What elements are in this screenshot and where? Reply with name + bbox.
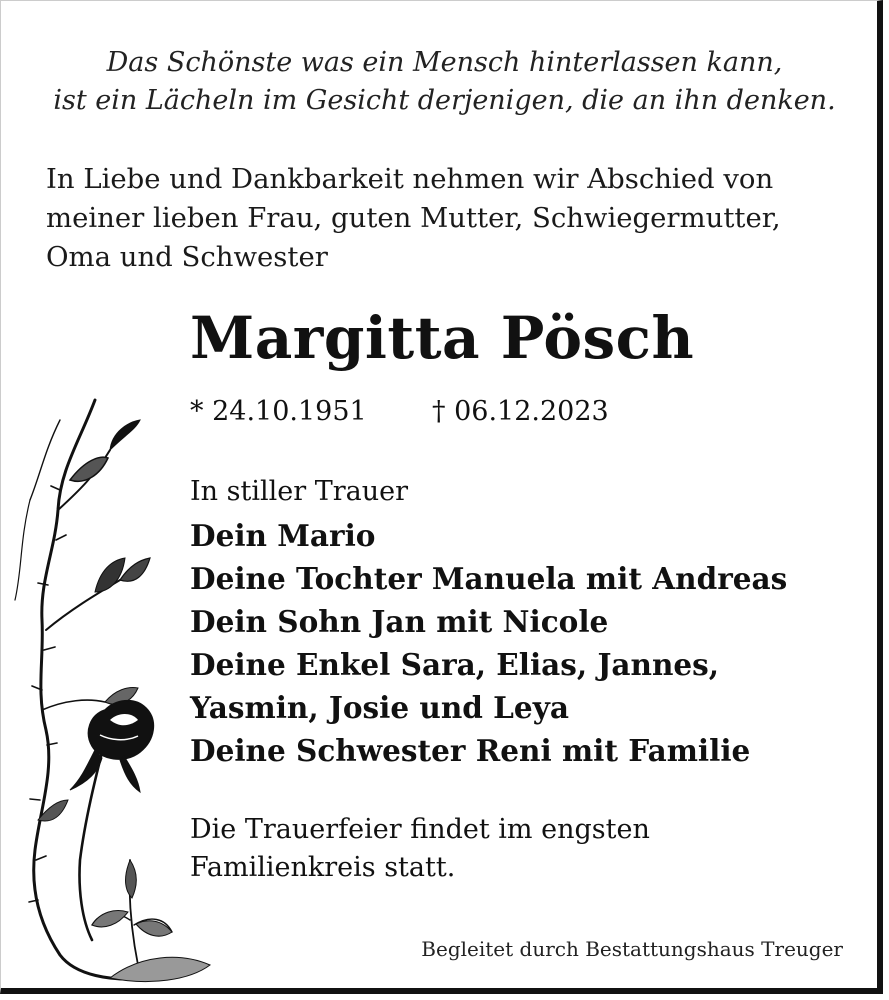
mourners-list: [190, 514, 787, 772]
service-line-2: Familienkreis statt.: [190, 852, 456, 883]
intro-line-2: meiner lieben Frau, guten Mutter, Schwiegermutter,: [46, 202, 781, 234]
funeral-home-credit: Begleitet durch Bestattungshaus Treuger: [421, 937, 843, 961]
death-date: † 06.12.2023: [432, 396, 609, 427]
intro-line-1: In Liebe und Dankbarkeit nehmen wir Abschied von: [46, 163, 774, 195]
deceased-name: Margitta Pösch: [190, 304, 695, 372]
mourner-line: Dein Mario: [190, 518, 376, 553]
mourner-line: Yasmin, Josie und Leya: [190, 690, 569, 725]
service-line-1: Die Trauerfeier findet im engsten: [190, 814, 650, 845]
mourner-line: Deine Schwester Reni mit Familie: [190, 733, 751, 768]
funeral-service-note: [190, 811, 650, 887]
mourner-line: Deine Tochter Manuela mit Andreas: [190, 561, 788, 596]
intro-text: [46, 160, 781, 277]
mourner-line: Dein Sohn Jan mit Nicole: [190, 604, 609, 639]
mourner-line: Deine Enkel Sara, Elias, Jannes,: [190, 647, 720, 682]
quote-line-2: ist ein Lächeln im Gesicht derjenigen, die an ihn denken.: [53, 85, 836, 116]
memorial-quote: [0, 44, 889, 120]
intro-line-3: Oma und Schwester: [46, 241, 328, 273]
mourners-heading: In stiller Trauer: [190, 476, 409, 507]
birth-date: * 24.10.1951: [190, 396, 367, 427]
quote-line-1: Das Schönste was ein Mensch hinterlassen kann,: [106, 47, 783, 78]
rose-icon: [0, 380, 225, 990]
